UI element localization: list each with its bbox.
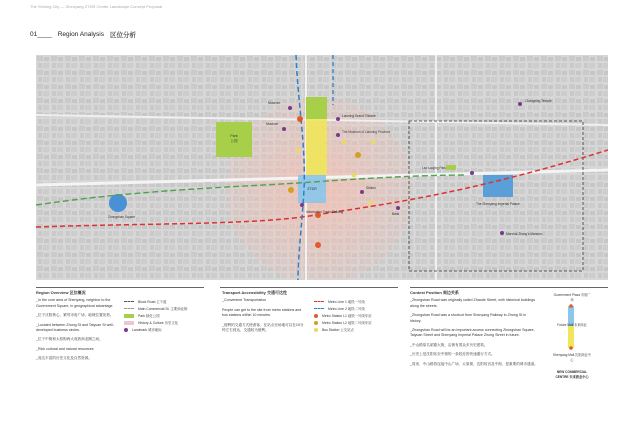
section-title-cn: 区位分析 [109,32,136,39]
landmark-theatre[interactable] [336,117,340,121]
region-p2-cn: _位于中街和太原街两大成熟商业圈之间。 [36,337,103,342]
page-header: The Shining City — Shenyang ZTDR Center Landscape Concept Proposal [30,4,163,9]
label-museum-2: Museum [266,122,279,126]
context-p1-cn: _中山路原名昭德大街，沿街有着众多历史建筑。 [410,342,488,347]
legend-history: History & Culture 历史文化 [124,319,204,326]
section-number: 01____ [30,31,52,38]
west-park-label-cn: 公园 [230,139,238,143]
landmark-temple[interactable] [518,102,522,106]
region-overview-panel [36,290,116,366]
landmark-zhang-mansion[interactable] [500,231,504,235]
region-p3: _Rich cultural and natural resources [36,346,94,351]
legend-park: Park 绿化公园 [124,312,204,319]
label-theatre: Liaoning Grand Theatre [342,114,376,118]
legend-landmark: Landmark 城市地标 [124,326,204,333]
label-palace: The Shenyang Imperial Palace [476,202,520,206]
axis-bar-bottom [568,326,574,348]
site-zone [306,119,327,175]
context-title: Context Position 周边关系 [410,290,459,295]
ztdr-label: ZTDR [307,187,317,191]
label-museum-1: Museum [268,101,281,105]
context-panel [410,290,538,371]
bus-station[interactable] [352,173,357,178]
transport-p1b: People can get to the site from metro stations and bus stations within 10 minutes. [222,307,302,318]
legend-bus-station: Bus Station 公交站点 [314,326,400,333]
label-bank: Bank [392,212,400,216]
metro-station-l2[interactable] [288,187,294,193]
region-overview-title: Region Overview 区位概况 [36,290,86,295]
region-p1: _In the core area of Shenyang, neighbor to the Government Square, in geographical advantage [36,298,113,308]
axis-bottom-label: Shenyang Mall 沈阳商业中心 [553,353,591,362]
region-map [36,55,608,280]
bus-station[interactable] [342,140,347,145]
label-zhongshan-square: Zhongshan Square [108,215,136,219]
label-temple: Changning Temple [525,99,552,103]
legend-metro-1: Metro Line 1 地铁一号线 [314,298,400,305]
landmark-info-building[interactable] [300,203,304,207]
north-park [306,97,327,119]
legend-metro-station-l2: Metro Station L2 地铁二号线车站 [314,319,400,326]
axis-node [569,346,573,350]
legend-metro-2: Metro Line 2 地铁二号线 [314,305,400,312]
zhongshan-square-node [109,194,127,212]
transport-p1-cn: _便利的交通方式使游客，在站点至场地可以在10分钟左右到达，交通较为便利。 [222,322,304,333]
west-park-label: Park [230,134,238,138]
region-legend [124,298,204,333]
context-p2-cn: _历史上是沈阳站至中街的一条较近的快速通行方式。 [410,352,495,357]
landmark-tower[interactable] [360,190,364,194]
metro-station-l2[interactable] [355,152,361,158]
east-park [446,165,456,170]
transport-legend [314,298,400,333]
bus-station[interactable] [296,148,301,153]
landmark-museum[interactable] [288,106,292,110]
label-station: Station [366,186,376,190]
landmark-museum-province[interactable] [336,133,340,137]
transport-p1: _Convenient Transportation [222,298,267,303]
context-p3-cn: _将来，中山路将连接中山广场、太原街、沈阳故宫及中街，是重要的城市通道。 [410,361,538,366]
axis-caption: NEW COMMERCIAL CENTRE 未来商业中心 [555,370,589,379]
transport-panel [222,290,306,337]
divider-3 [410,287,608,288]
landmark-bank[interactable] [396,206,400,210]
landmark-museum[interactable] [282,127,286,131]
axis-node [569,304,573,308]
legend-block-road: Block Road 主干道 [124,298,204,305]
legend-main-commercial: Main Commercial St. 主要商业街 [124,305,204,312]
bus-station[interactable] [369,201,374,206]
divider-2 [220,287,398,288]
region-p1-cn: _位于沈阳核心，紧邻市府广场，地理位置优势。 [36,313,114,318]
metro-station-l1[interactable] [297,116,303,122]
context-p2: _Zhongshan Road was a shortcut from Shenyang Railway to Zhong St in history. [410,313,527,323]
metro-station-l1[interactable] [315,242,321,248]
axis-middle-label: Future Mall 未来商业 [557,323,587,327]
section-title-en: Region Analysis [57,31,104,38]
label-info-building: Information Trade Building [306,210,344,214]
label-east-park: Lao Laojing Park [422,166,446,170]
section-title [30,30,136,39]
bus-station[interactable] [371,140,376,145]
axis-top-label: Government Plaza 市府广场 [553,293,591,302]
context-p1: _Zhongshan Road was originally called Zhaode Street, with historical buildings along the streets. [410,298,536,308]
landmark-palace[interactable] [470,171,474,175]
legend-metro-station-l1: Metro Station L1 地铁一号线车站 [314,312,400,319]
label-museum-province: The Museum of Liaoning Province [342,130,391,134]
context-p3: _Zhongshan Road will be an important access connecting Zhongshan Square, Taiyuan Street and Shenyang Imperial Palace Zhong Street in future. [410,328,535,338]
transport-title: Transport Accessibility 交通可达性 [222,290,287,295]
region-p2: _Located between Zhong St and Taiyuan St well-developed business circles. [36,322,115,333]
label-zhang-mansion: Marshal Zhang's Mansion [506,232,543,236]
divider-1 [36,287,204,288]
region-p3-cn: _周边丰富的历史文化及自然资源。 [36,356,92,361]
